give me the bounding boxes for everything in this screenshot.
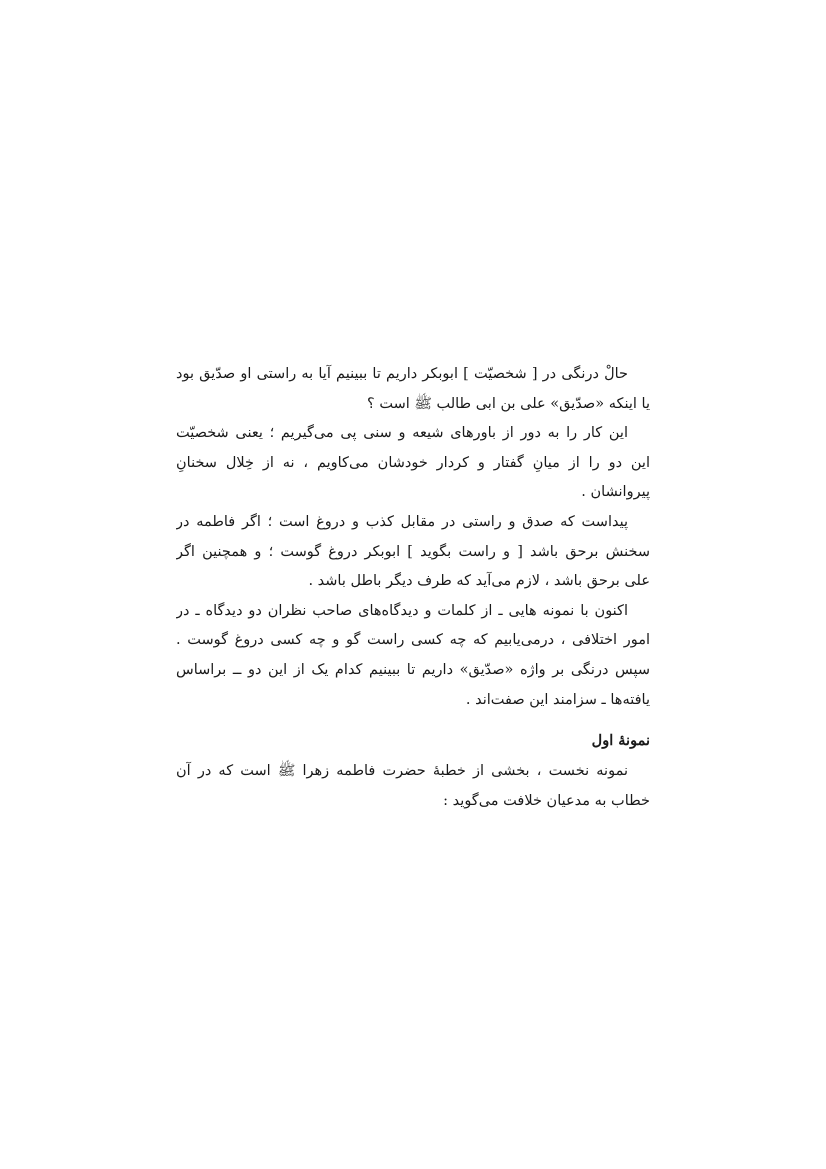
book-page-text (176, 360, 650, 816)
paragraph-line: علی برحق باشد ، لازم می‌آید که طرف دیگر باطل باشد . (308, 573, 650, 590)
paragraph-2 (176, 419, 650, 508)
paragraph-line: خطاب به مدعیان خلافت می‌گوید : (443, 792, 650, 809)
paragraph-line: حالْ درنگی در [ شخصیّت ] ابوبکر داریم تا ببینیم آیا به راستی او صدّیق بود (176, 366, 628, 382)
section-paragraph (176, 757, 650, 816)
paragraph-line: امور اختلافی ، درمی‌یابیم که چه کسی راست گو و چه کسی دروغ گوست . (176, 632, 650, 649)
paragraph-3 (176, 508, 650, 597)
paragraph-line: اکنون با نمونه هایی ـ از کلمات و دیدگاه‌های صاحب نظران دو دیدگاه ـ در (176, 602, 628, 619)
paragraph-line: این کار را به دور از باورهای شیعه و سنی پی می‌گیریم ؛ یعنی شخصیّت (176, 425, 628, 442)
paragraph-line: یا اینکه «صدّیق» علی بن ابی طالب ﷺ است ؟ (367, 395, 650, 412)
section-heading: نمونهٔ اول (591, 732, 650, 750)
paragraph-line: سپس درنگی بر واژه «صدّیق» داریم تا ببینیم کدام یک از این دو ــ براساس (176, 661, 650, 678)
paragraph-line: پیروانشان . (581, 484, 650, 501)
paragraph-line: یافته‌ها ـ سزامند این صفت‌اند . (465, 691, 650, 708)
paragraph-line: سخنش برحق باشد [ و راست بگوید ] ابوبکر دروغ گوست ؛ و همچنین اگر (176, 543, 650, 560)
paragraph-line: این دو را از میانِ گفتار و کردار خودشان می‌کاویم ، نه از خِلال سخنانِ (176, 454, 650, 471)
paragraph-1 (176, 360, 650, 419)
paragraph-line: نمونه نخست ، بخشی از خطبهٔ حضرت فاطمه زهرا ﷺ است که در آن (176, 763, 628, 780)
paragraph-4 (176, 597, 650, 715)
paragraph-line: پیداست که صدق و راستی در مقابل کذب و دروغ است ؛ اگر فاطمه در (176, 513, 628, 530)
